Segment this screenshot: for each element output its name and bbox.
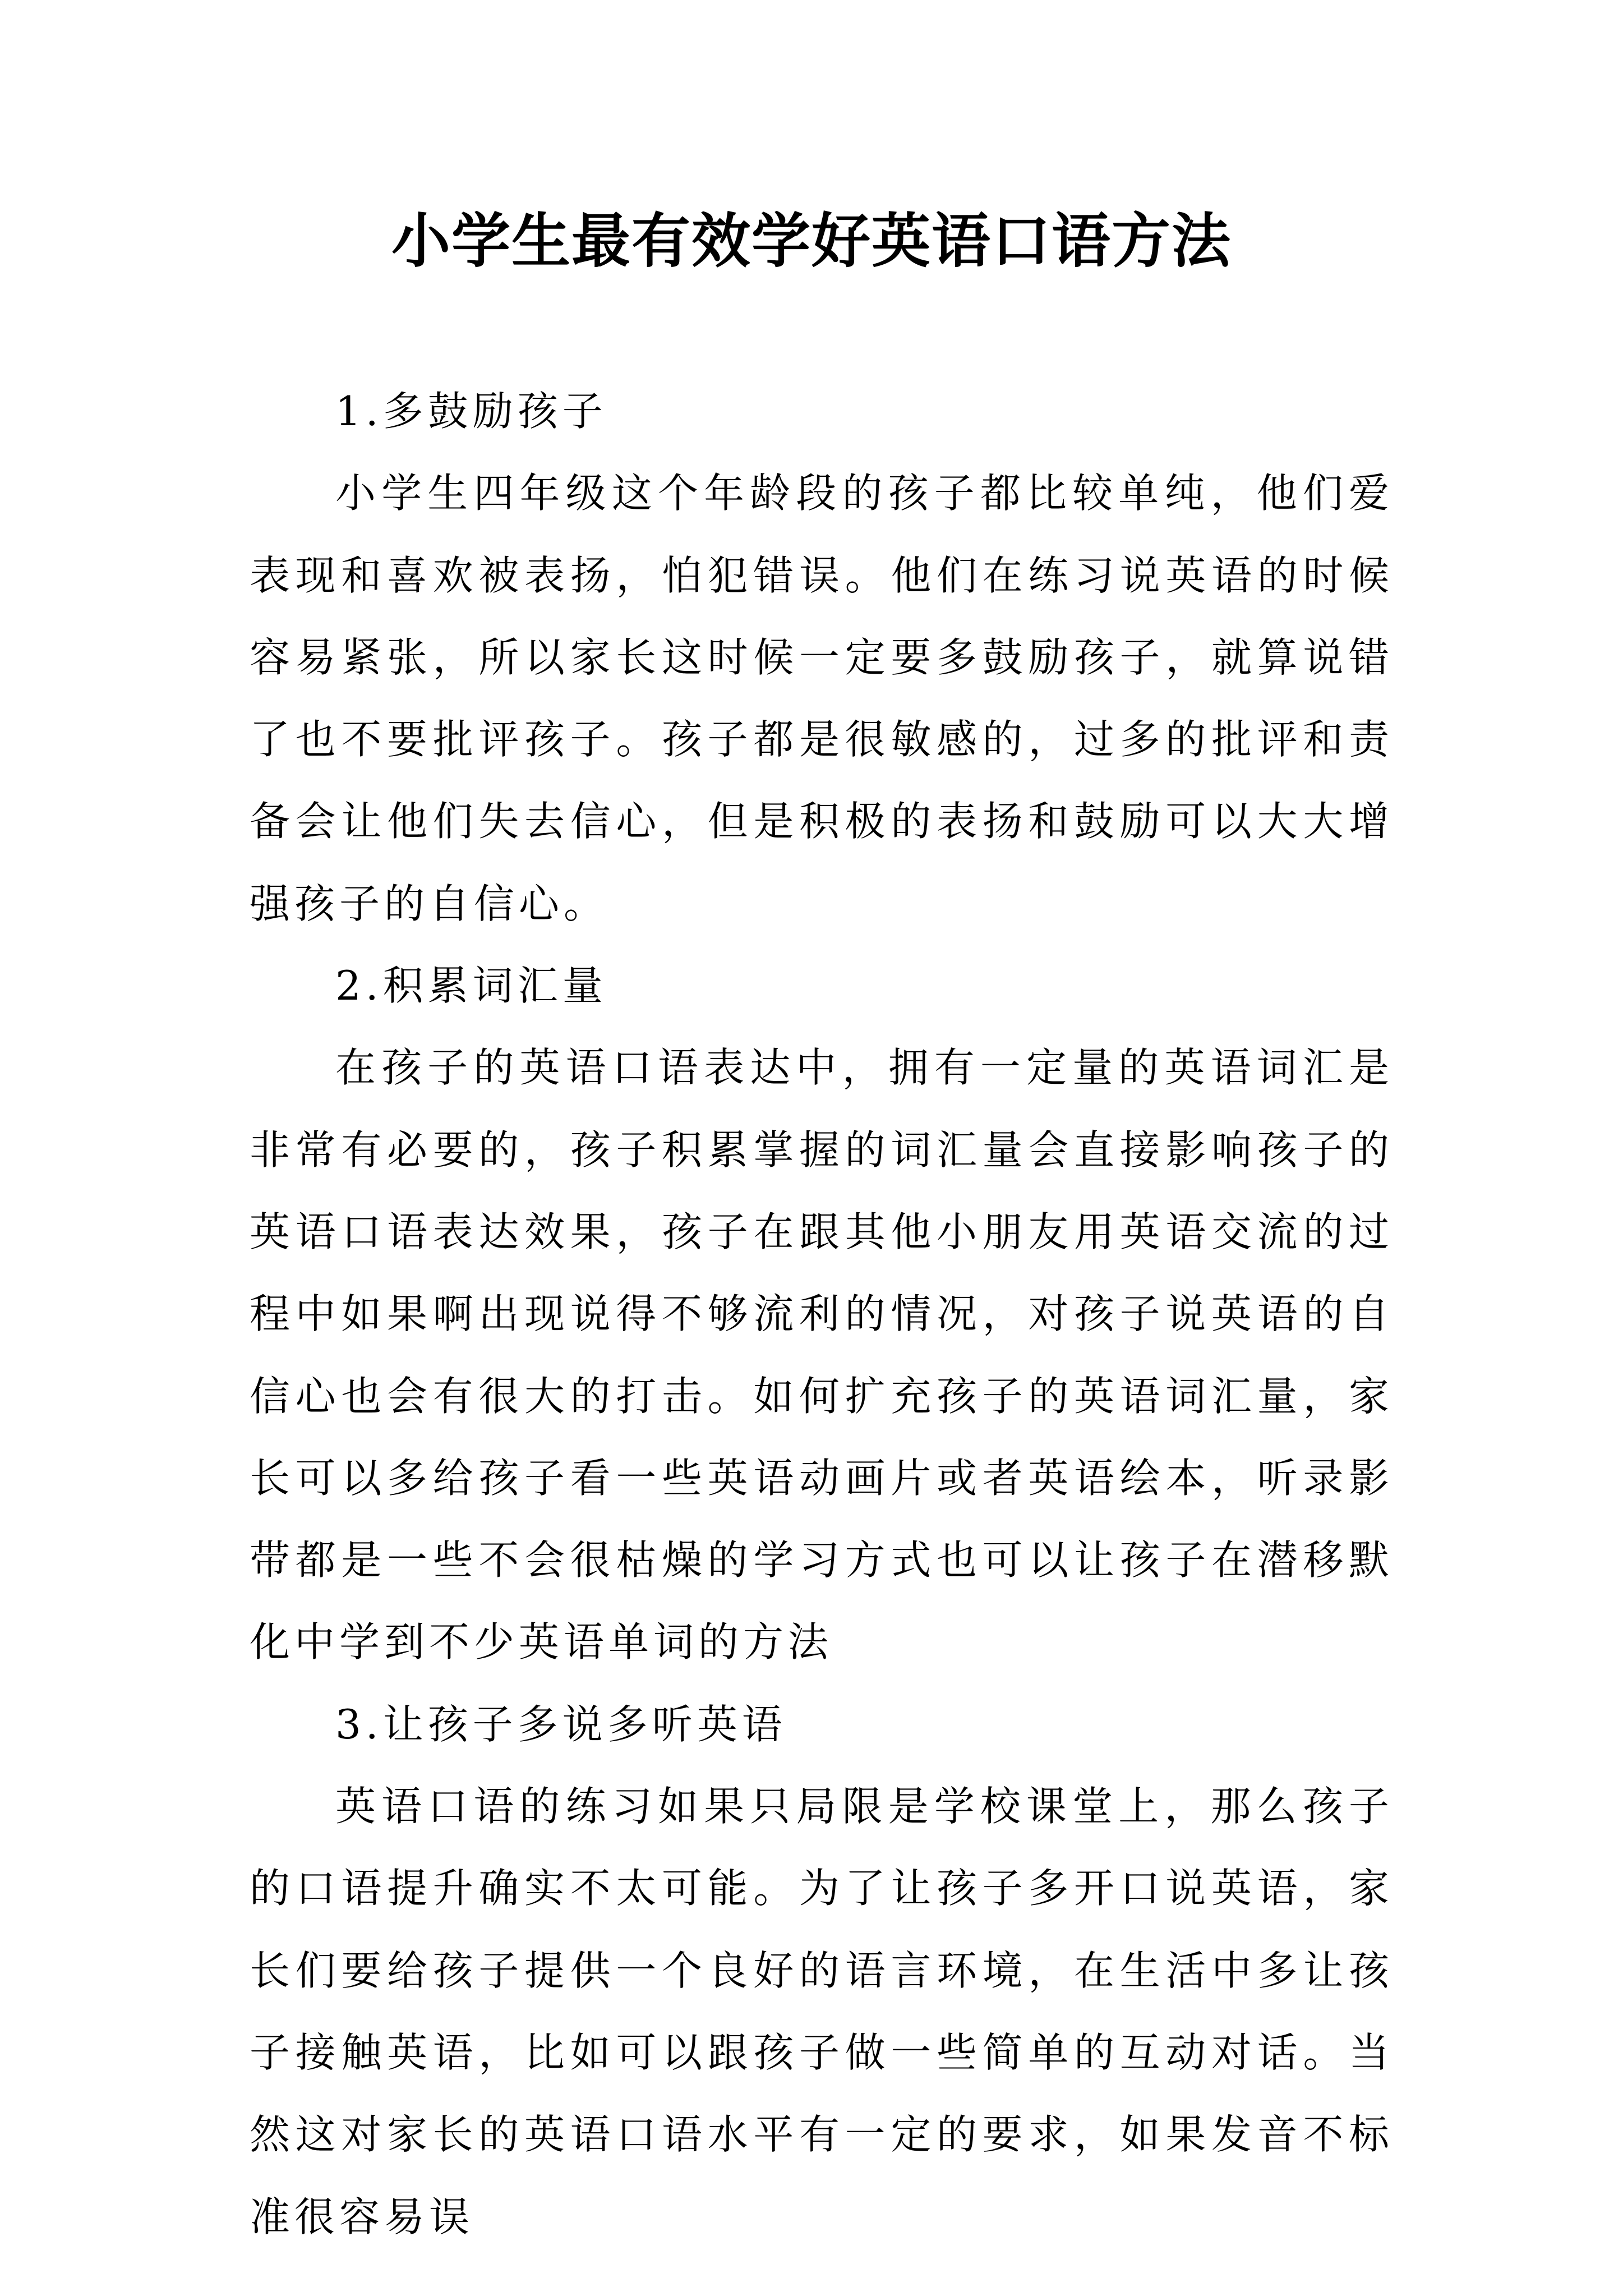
document-body <box>250 370 1394 2258</box>
section-paragraph-3: 英语口语的练习如果只局限是学校课堂上，那么孩子的口语提升确实不太可能。为了让孩子多开口说英语，家长们要给孩子提供一个良好的语言环境，在生活中多让孩子接触英语，比如可以跟孩子做一些简单的互动对话。当然这对家长的英语口语水平有一定的要求，如果发音不标准很容易误 <box>250 1783 1394 2240</box>
section-heading-3: 3.让孩子多说多听英语 <box>335 1700 787 1748</box>
section-heading-1: 1.多鼓励孩子 <box>335 388 607 435</box>
section-heading-2: 2.积累词汇量 <box>335 962 607 1010</box>
section-paragraph-2: 在孩子的英语口语表达中，拥有一定量的英语词汇是非常有必要的，孩子积累掌握的词汇量会直接影响孩子的英语口语表达效果，孩子在跟其他小朋友用英语交流的过程中如果啊出现说得不够流利的情况，对孩子说英语的自信心也会有很大的打击。如何扩充孩子的英语词汇量，家长可以多给孩子看一些英语动画片或者英语绘本，听录影带都是一些不会很枯燥的学习方式也可以让孩子在潜移默化中学到不少英语单词的方法 <box>250 1044 1394 1666</box>
section-paragraph-1: 小学生四年级这个年龄段的孩子都比较单纯，他们爱表现和喜欢被表扬，怕犯错误。他们在练习说英语的时候容易紧张，所以家长这时候一定要多鼓励孩子，就算说错了也不要批评孩子。孩子都是很敏感的，过多的批评和责备会让他们失去信心，但是积极的表扬和鼓励可以大大增强孩子的自信心。 <box>250 470 1394 927</box>
document-title: 小学生最有效学好英语口语方法 <box>391 207 1232 275</box>
